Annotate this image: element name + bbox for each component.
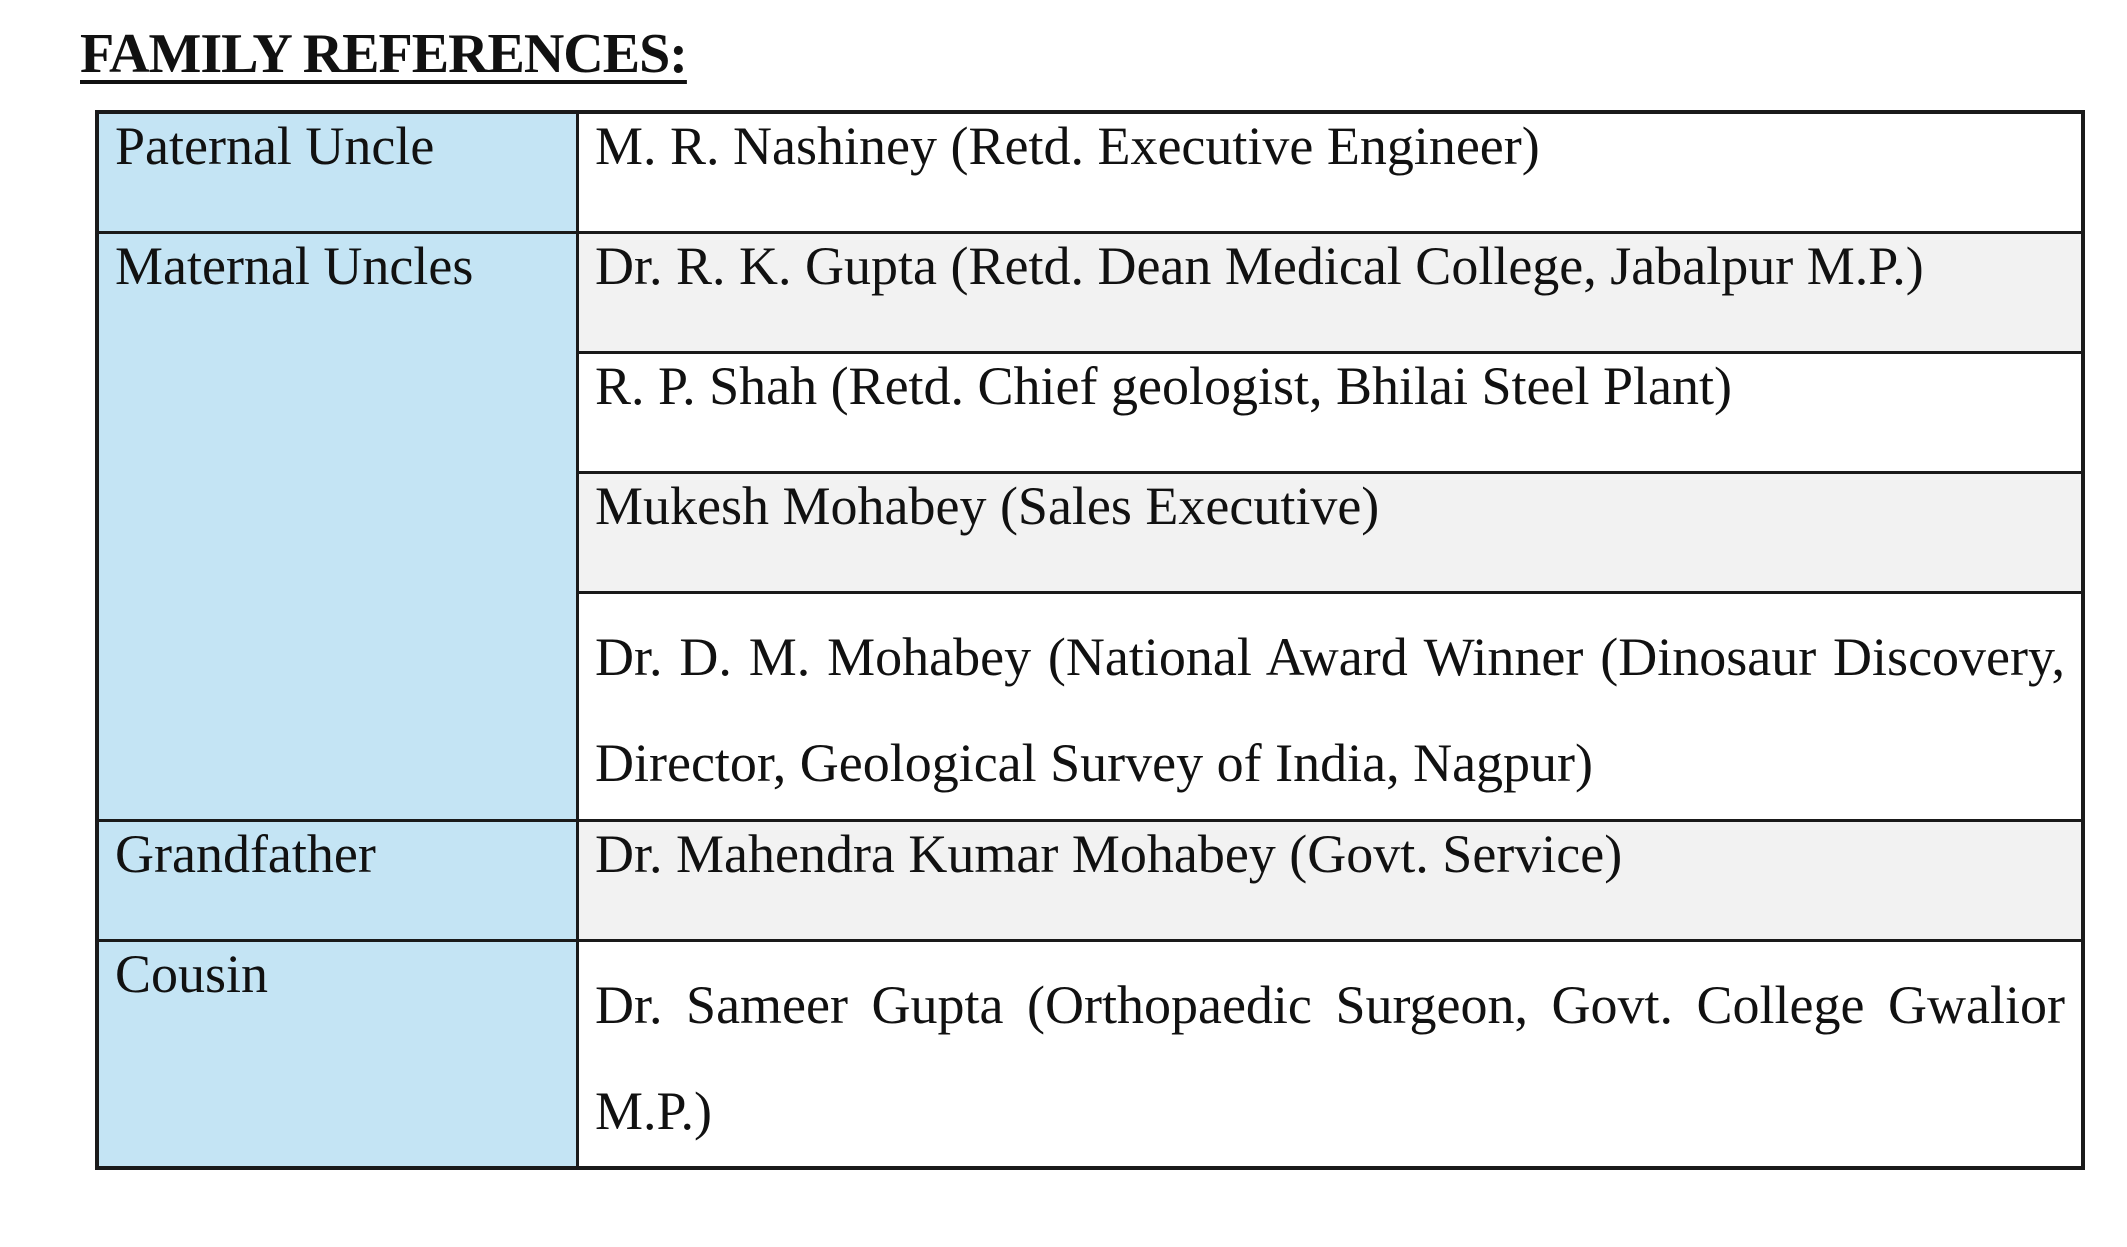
table-row	[97, 232, 2083, 352]
person-cell	[578, 592, 2084, 820]
person-text: Dr. Sameer Gupta (Orthopaedic Surgeon, Govt. College Gwalior M.P.)	[595, 974, 2065, 1141]
table-row	[97, 112, 2083, 232]
relation-cell: Maternal Uncles	[97, 232, 578, 820]
person-cell: Dr. R. K. Gupta (Retd. Dean Medical College, Jabalpur M.P.)	[578, 232, 2084, 352]
person-cell: M. R. Nashiney (Retd. Executive Engineer)	[578, 112, 2084, 232]
section-heading: FAMILY REFERENCES:	[80, 23, 687, 85]
person-text: Dr. D. M. Mohabey (National Award Winner (Dinosaur Discovery, Director, Geological Survey of India, Nagpur)	[595, 626, 2065, 793]
relation-cell: Grandfather	[97, 820, 578, 940]
table-row	[97, 940, 2083, 1168]
person-cell	[578, 940, 2084, 1168]
relation-cell: Paternal Uncle	[97, 112, 578, 232]
person-cell: Dr. Mahendra Kumar Mohabey (Govt. Service)	[578, 820, 2084, 940]
person-cell: R. P. Shah (Retd. Chief geologist, Bhilai Steel Plant)	[578, 352, 2084, 472]
family-references-table	[95, 110, 2085, 1170]
person-cell: Mukesh Mohabey (Sales Executive)	[578, 472, 2084, 592]
relation-cell: Cousin	[97, 940, 578, 1168]
table-row	[97, 820, 2083, 940]
